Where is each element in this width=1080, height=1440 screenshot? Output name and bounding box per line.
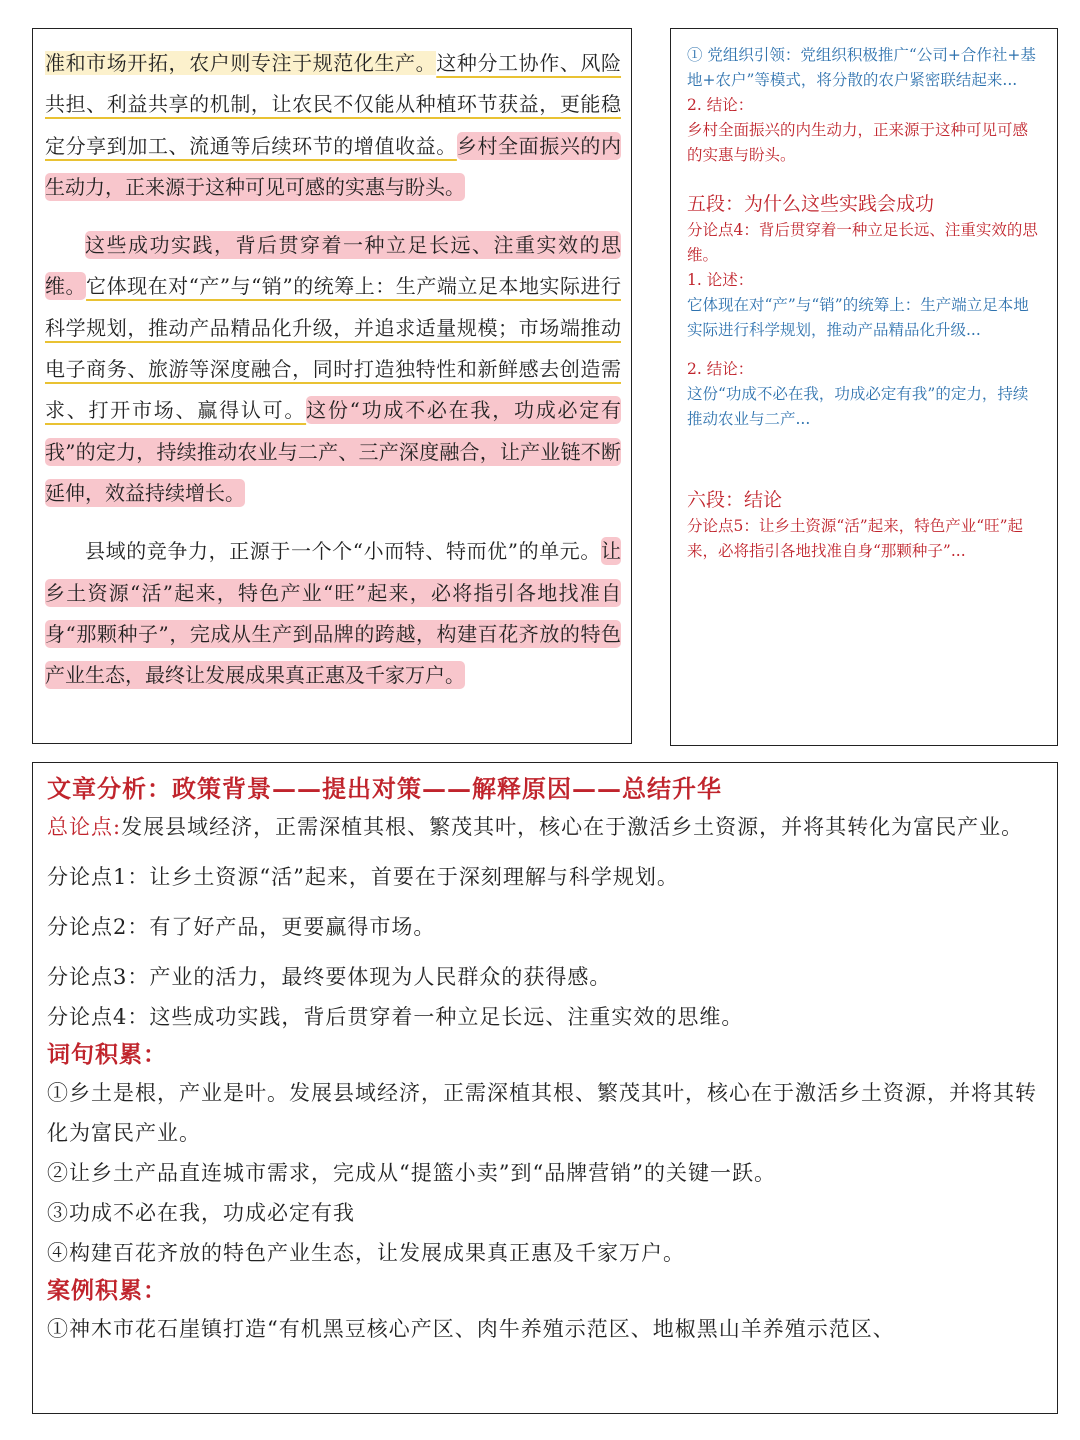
cases-heading: 案例积累： xyxy=(47,1277,167,1304)
main-thesis-text: 发展县域经济，正需深植其根、繁茂其叶，核心在于激活乡土资源，并将其转化为富民产业。 xyxy=(121,815,1024,839)
plain-text: 县域的竞争力，正源于一个个“小而特、特而优”的单元。 xyxy=(85,539,601,564)
analysis-panel xyxy=(32,762,1058,1414)
article-paragraph-1 xyxy=(45,43,621,208)
main-thesis-label: 总论点: xyxy=(47,815,122,839)
highlight-pink: 这些成功实践，背后贯穿着一种立足长远、注重实效的思维。 xyxy=(45,233,621,299)
words-heading: 词句积累： xyxy=(47,1041,167,1068)
sub-point-4: 分论点4：这些成功实践，背后贯穿着一种立足长远、注重实效的思维。 xyxy=(47,1005,744,1029)
sub-point-2: 分论点2：有了好产品，更要赢得市场。 xyxy=(47,915,436,939)
note-conclusion-text: 乡村全面振兴的内生动力，正来源于这种可见可感的实惠与盼头。 xyxy=(687,121,1029,164)
section-5-argument-label: 1. 论述： xyxy=(687,271,754,289)
notes-content xyxy=(687,43,1043,564)
analysis-content xyxy=(47,771,1047,1349)
article-paragraph-3 xyxy=(45,531,621,696)
section-5-title: 五段：为什么这些实践会成功 xyxy=(687,193,935,215)
highlight-pink: 乡村全面振兴的内生动力，正来源于这种可见可感的实惠与盼头。 xyxy=(45,133,622,199)
section-5-conclusion: 这份“功成不必在我，功成必定有我”的定力，持续推动农业与二产... xyxy=(687,385,1029,428)
analysis-title: 文章分析：政策背景——提出对策——解释原因——总结升华 xyxy=(47,774,722,803)
notes-panel xyxy=(670,28,1058,746)
word-item-3: ③功成不必在我，功成必定有我 xyxy=(47,1201,355,1225)
section-6-point: 分论点5：让乡土资源“活”起来，特色产业“旺”起来，必将指引各地找准自身“那颗种子”... xyxy=(687,517,1024,560)
article-text xyxy=(45,43,621,696)
underline-yellow: 它体现在对“产”与“销”的统筹上：生产端立足本地实际进行科学规划，推动产品精品化升级，并追求适量规模；市场端推动电子商务、旅游等深度融合，同时打造独特性和新鲜感去创造需求、打开市场、赢得认可。 xyxy=(45,274,621,423)
highlight-pink: 让乡土资源“活”起来，特色产业“旺”起来，必将指引各地找准自身“那颗种子”，完成从生产到品牌的跨越，构建百花齐放的特色产业生态，最终让发展成果真正惠及千家万户。 xyxy=(45,539,621,688)
main-thesis xyxy=(47,807,1047,847)
highlight-pink: 这份“功成不必在我，功成必定有我”的定力，持续推动农业与二产、三产深度融合，让产业链不断延伸，效益持续增长。 xyxy=(45,398,621,505)
article-paragraph-2 xyxy=(45,225,621,514)
word-item-4: ④构建百花齐放的特色产业生态，让发展成果真正惠及千家万户。 xyxy=(47,1241,685,1265)
case-item-1: ①神木市花石崖镇打造“有机黑豆核心产区、肉牛养殖示范区、地椒黑山羊养殖示范区、 xyxy=(47,1317,895,1341)
section-5-argument: 它体现在对“产”与“销”的统筹上：生产端立足本地实际进行科学规划，推动产品精品化升级... xyxy=(687,296,1029,339)
section-5-conclusion-label: 2. 结论： xyxy=(687,360,754,378)
underline-yellow: 这种分工协作、风险共担、利益共享的机制，让农民不仅能从种植环节获益，更能稳定分享到加工、流通等后续环节的增值收益。 xyxy=(45,51,622,158)
section-5-point: 分论点4：背后贯穿着一种立足长远、注重实效的思维。 xyxy=(687,221,1038,264)
sub-point-3: 分论点3：产业的活力，最终要体现为人民群众的获得感。 xyxy=(47,965,612,989)
section-6-title: 六段：结论 xyxy=(687,489,783,511)
article-excerpt-panel xyxy=(32,28,632,744)
word-item-1: ①乡土是根，产业是叶。发展县域经济，正需深植其根、繁茂其叶，核心在于激活乡土资源，并将其转化为富民产业。 xyxy=(47,1081,1037,1145)
note-item-1: ① 党组织引领：党组织积极推广“公司+合作社+基地+农户”等模式，将分散的农户紧密联结起来... xyxy=(687,46,1036,89)
word-item-2: ②让乡土产品直连城市需求，完成从“提篮小卖”到“品牌营销”的关键一跃。 xyxy=(47,1161,776,1185)
sub-point-1: 分论点1：让乡土资源“活”起来，首要在于深刻理解与科学规划。 xyxy=(47,865,679,889)
note-conclusion-label: 2. 结论： xyxy=(687,96,754,114)
highlight-yellow: 准和市场开拓，农户则专注于规范化生产。 xyxy=(45,51,437,75)
